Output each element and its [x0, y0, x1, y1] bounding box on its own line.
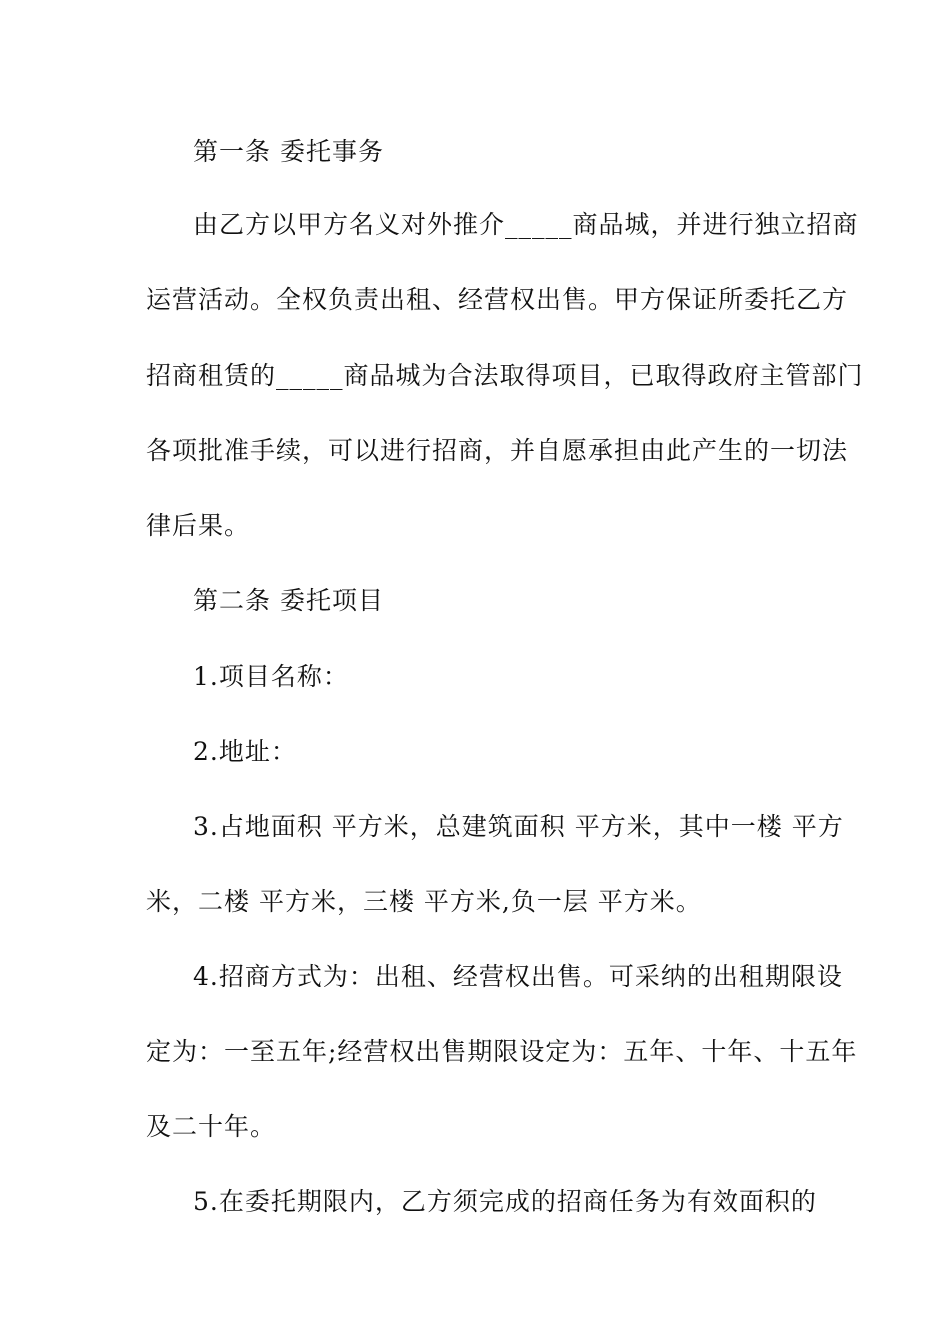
article-1-heading: 第一条 委托事务: [193, 137, 384, 166]
article-2-item-4-line-2: 定为：一至五年;经营权出售期限设定为：五年、十年、十五年: [146, 1037, 858, 1066]
article-1-body-line-2: 运营活动。全权负责出租、经营权出售。甲方保证所委托乙方: [146, 285, 849, 314]
article-2-item-4-line-3: 及二十年。: [146, 1112, 277, 1141]
article-1-body-line-1: 由乙方以甲方名义对外推介_____商品城，并进行独立招商: [193, 210, 859, 239]
article-2-item-1: 1.项目名称：: [193, 662, 349, 691]
article-2-item-3-line-2: 米，二楼 平方米，三楼 平方米,负一层 平方米。: [146, 887, 702, 916]
article-1-body-line-5: 律后果。: [146, 511, 251, 540]
article-1-body-line-3: 招商租赁的_____商品城为合法取得项目，已取得政府主管部门: [146, 361, 864, 390]
article-2-item-3-line-1: 3.占地面积 平方米，总建筑面积 平方米，其中一楼 平方: [193, 812, 844, 841]
article-2-item-2: 2.地址：: [193, 737, 297, 766]
article-2-item-4-line-1: 4.招商方式为：出租、经营权出售。可采纳的出租期限设: [193, 962, 843, 991]
article-1-body-line-4: 各项批准手续，可以进行招商，并自愿承担由此产生的一切法: [146, 436, 849, 465]
article-2-item-5-line-1: 5.在委托期限内，乙方须完成的招商任务为有效面积的: [193, 1187, 817, 1216]
article-2-heading: 第二条 委托项目: [193, 586, 384, 615]
